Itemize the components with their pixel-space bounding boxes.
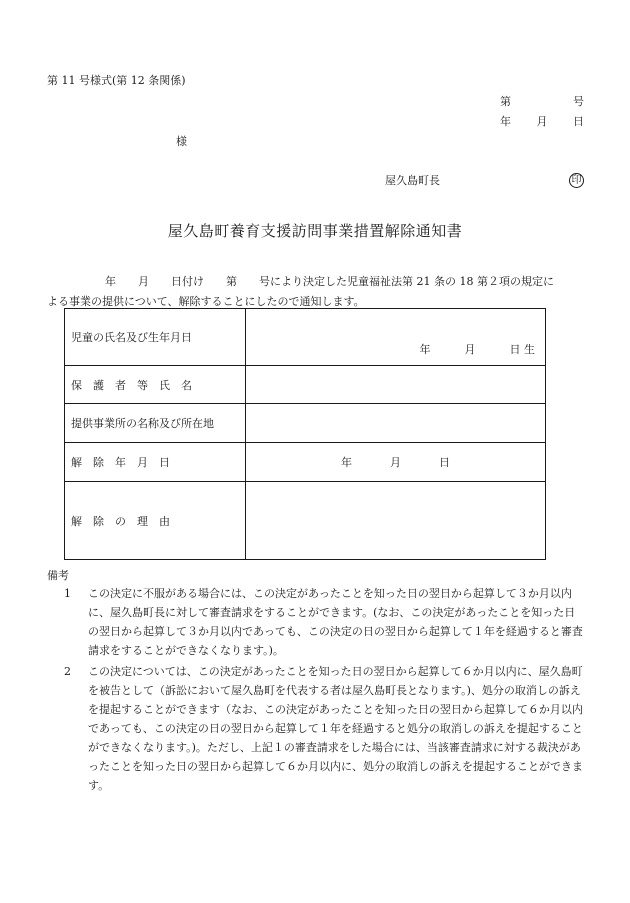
body-line-1: 年 月 日付け 第 号により決定した児童福祉法第 21 条の 18 第２項の規定に <box>105 275 554 288</box>
cancel-year-label: 年 <box>341 456 352 469</box>
provider-name-address-label: 提供事業所の名称及び所在地 <box>65 404 246 443</box>
notes-heading: 備考 <box>47 569 69 582</box>
addressee: 様 <box>176 135 187 148</box>
cancellation-reason-value <box>246 482 546 560</box>
form-number: 第 11 号様式(第 12 条関係) <box>47 74 186 87</box>
cancel-month-label: 月 <box>390 456 401 469</box>
note-text: この決定に不服がある場合には、この決定があったことを知った日の翌日から起算して３か月以内に、屋久島町長に対して審査請求をすることができます。(なお、この決定があったことを知った日の翌日から起算して３か月以内であっても、この決定の日の翌日から起算して１年を経過すると審査請求をすることができなくなります。)。 <box>88 587 583 657</box>
table-row <box>65 443 546 482</box>
document-number-prefix: 第 <box>500 95 511 108</box>
guardian-name-label: 保 護 者 等 氏 名 <box>65 366 246 404</box>
provider-name-address-value <box>246 404 546 443</box>
seal-mark: 印 <box>569 173 584 188</box>
birth-day-label: 日 生 <box>509 343 535 356</box>
document-date-day: 日 <box>573 115 584 128</box>
birth-month-label: 月 <box>464 343 476 356</box>
info-table <box>64 308 546 560</box>
table-row <box>65 309 546 366</box>
document-title: 屋久島町養育支援訪問事業措置解除通知書 <box>167 222 463 240</box>
table-row <box>65 366 546 404</box>
cancellation-reason-label: 解 除 の 理 由 <box>65 482 246 560</box>
body-text <box>47 272 582 312</box>
child-name-birthdate-value <box>246 309 546 366</box>
document-date-month: 月 <box>536 115 548 128</box>
cancel-day-label: 日 <box>439 456 450 469</box>
note-item <box>64 584 584 660</box>
document-number-suffix: 号 <box>573 95 584 108</box>
body-line-2: よる事業の提供について、解除することにしたので通知します。 <box>47 295 365 308</box>
note-number: 1 <box>64 587 71 600</box>
cancellation-date-label: 解 除 年 月 日 <box>65 443 246 482</box>
birth-year-label: 年 <box>419 343 431 356</box>
issuer-name: 屋久島町長 <box>385 174 440 187</box>
note-item <box>64 662 584 795</box>
note-number: 2 <box>64 665 71 678</box>
document-number <box>500 93 584 109</box>
child-name-birthdate-label: 児童の氏名及び生年月日 <box>65 309 246 366</box>
table-row <box>65 482 546 560</box>
document-date <box>500 113 584 129</box>
note-text: この決定については、この決定があったことを知った日の翌日から起算して６か月以内に、屋久島町を被告として（訴訟において屋久島町を代表する者は屋久島町長となります。)、処分の取消しの訴えを提起することができます（なお、この決定があったことを知った日の翌日から起算して６か月以内であっても、この決定の日の翌日から起算して１年を経過すると処分の取消しの訴えを提起することができなくなります。)。ただし、上記１の審査請求をした場合には、当該審査請求に対する裁決があったことを知った日の翌日から起算して６か月以内に、処分の取消しの訴えを提起することができます。 <box>88 665 583 792</box>
cancellation-date-value <box>246 443 546 482</box>
document-date-year: 年 <box>500 115 511 128</box>
notes-list <box>64 584 584 797</box>
guardian-name-value <box>246 366 546 404</box>
table-row <box>65 404 546 443</box>
